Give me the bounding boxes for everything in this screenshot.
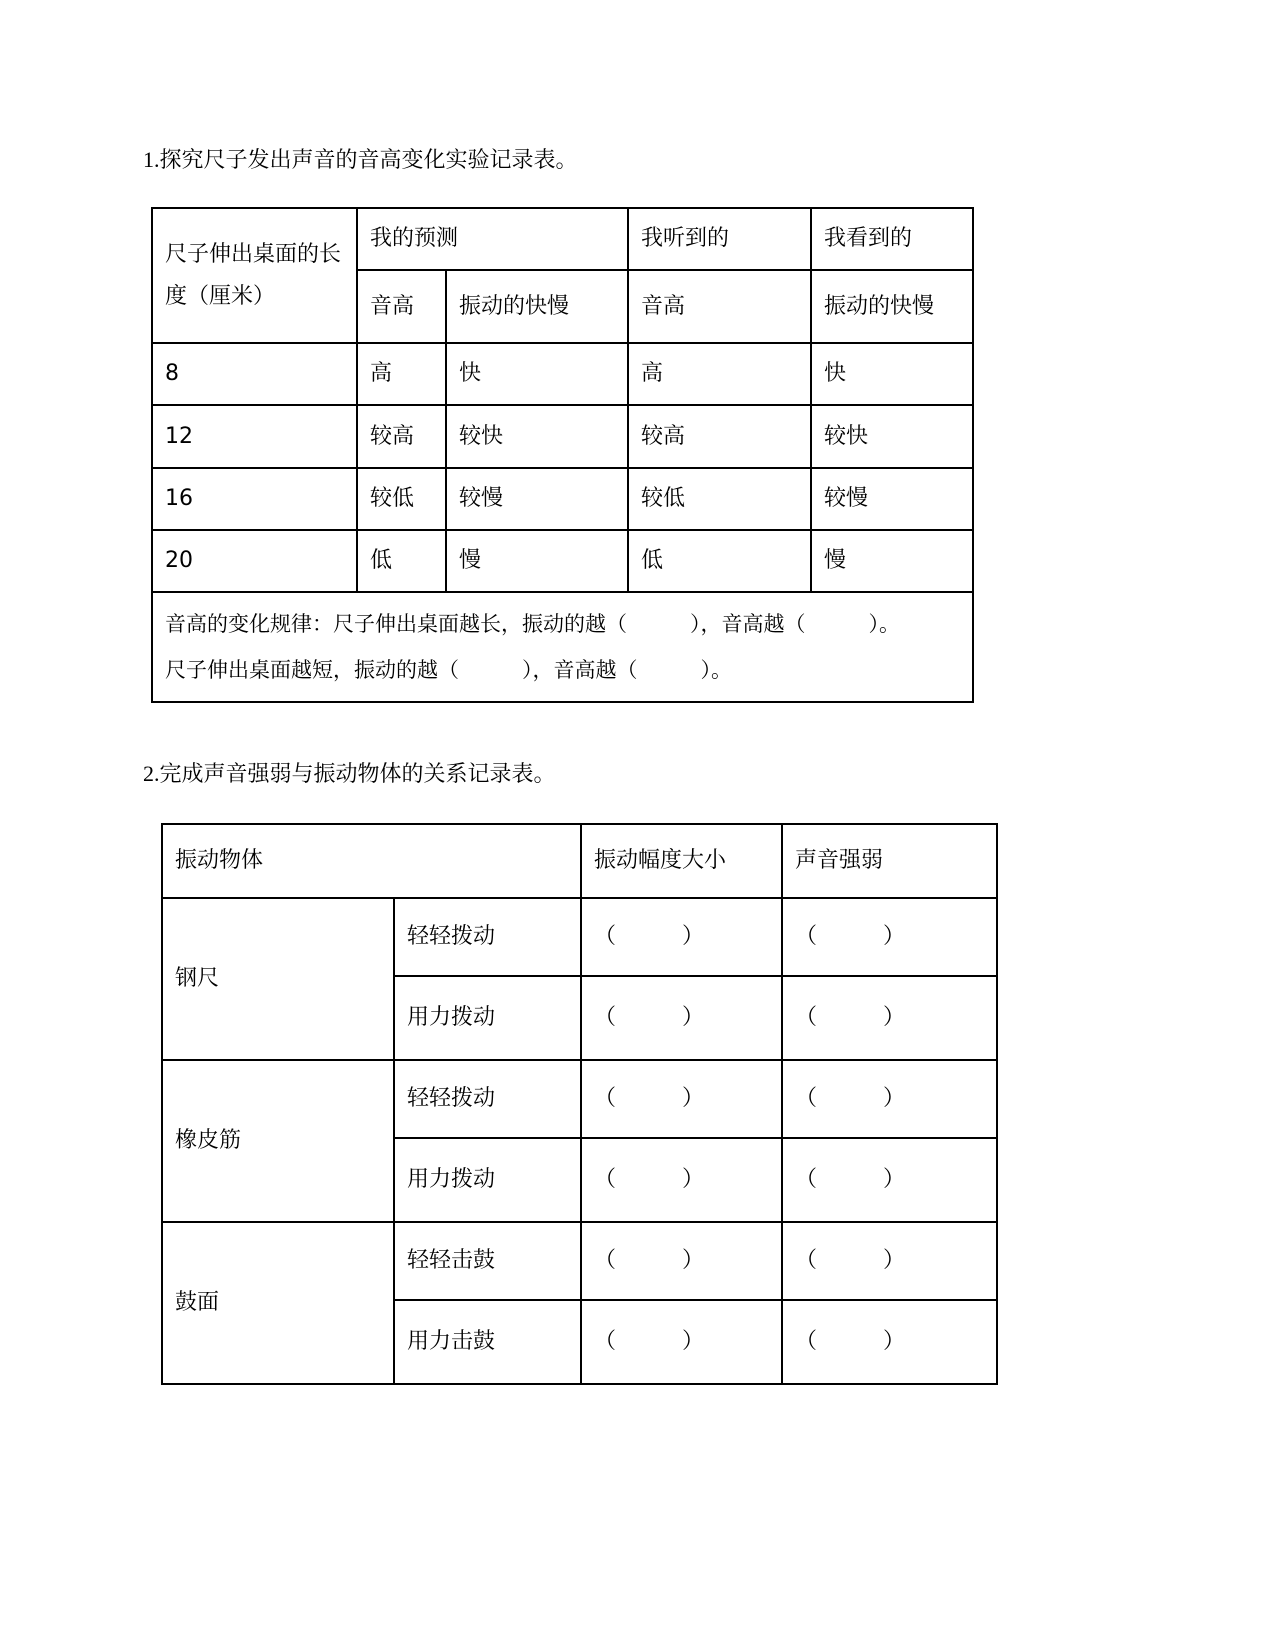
object-name: 橡皮筋 [162, 1060, 394, 1222]
cell: 慢 [446, 530, 628, 592]
cell: 慢 [811, 530, 973, 592]
cell: 较低 [357, 468, 446, 530]
cell: 高 [628, 343, 811, 405]
cell: 低 [628, 530, 811, 592]
blank-field[interactable]: （ ） [782, 898, 997, 976]
action: 轻轻拨动 [394, 1060, 581, 1138]
header-heard: 我听到的 [628, 208, 811, 270]
blank-field[interactable]: （ ） [581, 1222, 782, 1300]
cell: 较快 [446, 405, 628, 468]
table-row [152, 468, 973, 530]
header-seen: 我看到的 [811, 208, 973, 270]
blank-field[interactable]: （ ） [782, 976, 997, 1060]
pitch-record-table [151, 207, 974, 703]
cell: 快 [811, 343, 973, 405]
cell: 较慢 [811, 468, 973, 530]
header-amplitude: 振动幅度大小 [581, 824, 782, 898]
header-length: 尺子伸出桌面的长度（厘米） [152, 208, 357, 343]
blank-field[interactable]: （ ） [782, 1300, 997, 1384]
action: 用力拨动 [394, 1138, 581, 1222]
table-row [152, 530, 973, 592]
blank-field[interactable]: （ ） [782, 1222, 997, 1300]
blank-field[interactable]: （ ） [782, 1060, 997, 1138]
blank-field[interactable]: （ ） [581, 976, 782, 1060]
cell: 较慢 [446, 468, 628, 530]
cell: 较低 [628, 468, 811, 530]
object-name: 鼓面 [162, 1222, 394, 1384]
question-2-title: 2.完成声音强弱与振动物体的关系记录表。 [143, 761, 556, 786]
header-strength: 声音强弱 [782, 824, 997, 898]
loudness-record-table [161, 823, 998, 1385]
header-pitch: 音高 [357, 270, 446, 343]
cell: 12 [152, 405, 357, 468]
summary-line-1: 音高的变化规律：尺子伸出桌面越长，振动的越（ ），音高越（ ）。 [165, 612, 900, 636]
blank-field[interactable]: （ ） [782, 1138, 997, 1222]
table-row [152, 343, 973, 405]
cell: 8 [152, 343, 357, 405]
cell: 较高 [628, 405, 811, 468]
cell: 20 [152, 530, 357, 592]
cell: 高 [357, 343, 446, 405]
table-row [152, 405, 973, 468]
cell: 低 [357, 530, 446, 592]
blank-field[interactable]: （ ） [581, 1060, 782, 1138]
blank-field[interactable]: （ ） [581, 1300, 782, 1384]
cell: 快 [446, 343, 628, 405]
action: 轻轻击鼓 [394, 1222, 581, 1300]
cell: 较快 [811, 405, 973, 468]
question-1-title: 1.探究尺子发出声音的音高变化实验记录表。 [143, 147, 578, 172]
blank-field[interactable]: （ ） [581, 898, 782, 976]
header-speed: 振动的快慢 [811, 270, 973, 343]
action: 用力击鼓 [394, 1300, 581, 1384]
header-pitch: 音高 [628, 270, 811, 343]
cell: 较高 [357, 405, 446, 468]
summary-line-2: 尺子伸出桌面越短，振动的越（ ），音高越（ ）。 [165, 658, 732, 682]
cell: 16 [152, 468, 357, 530]
summary-cell [152, 592, 973, 702]
action: 轻轻拨动 [394, 898, 581, 976]
header-speed: 振动的快慢 [446, 270, 628, 343]
header-predict: 我的预测 [357, 208, 628, 270]
object-name: 钢尺 [162, 898, 394, 1060]
header-object: 振动物体 [162, 824, 581, 898]
blank-field[interactable]: （ ） [581, 1138, 782, 1222]
action: 用力拨动 [394, 976, 581, 1060]
